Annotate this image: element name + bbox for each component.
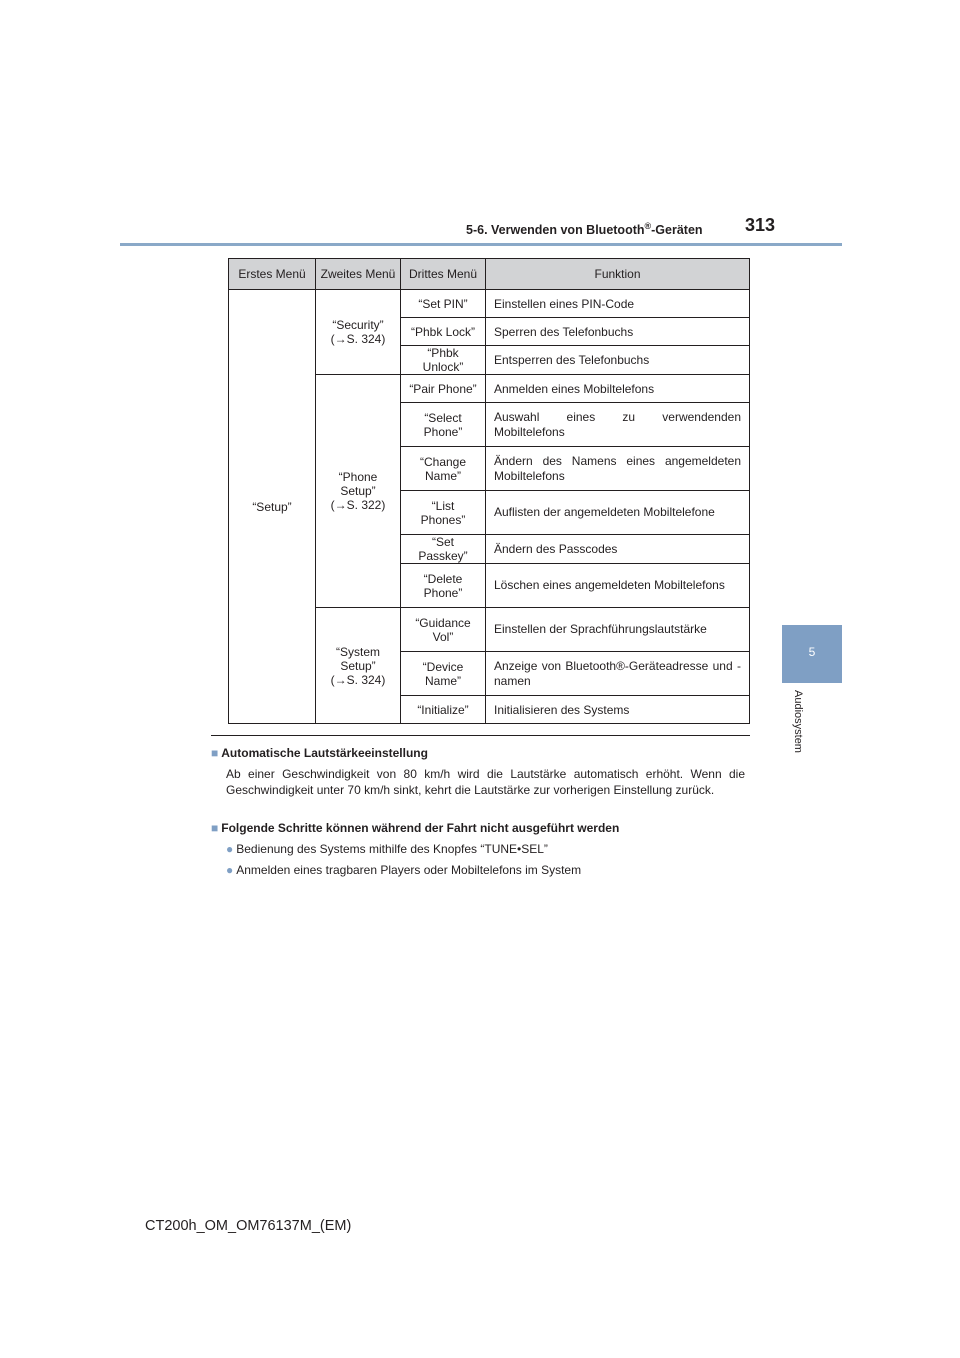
- function-cell: Löschen eines angemeldeten Mobiltelefons: [486, 564, 750, 608]
- third-menu-cell: “Phbk Lock”: [401, 318, 486, 346]
- function-cell: Auswahl eines zu verwendenden Mobiltelefons: [486, 403, 750, 447]
- list-item: ● Bedienung des Systems mithilfe des Knopfes “TUNE•SEL”: [226, 842, 548, 856]
- function-cell: Anzeige von Bluetooth®-Geräteadresse und -namen: [486, 652, 750, 696]
- section-heading: ■ Folgende Schritte können während der Fahrt nicht ausgeführt werden: [211, 821, 620, 835]
- chapter-label: Audiosystem: [792, 690, 804, 753]
- table-header-row: [229, 259, 750, 290]
- third-menu-cell: “Set Passkey”: [401, 535, 486, 564]
- circle-bullet-icon: ●: [226, 842, 234, 856]
- header-second-menu: Zweites Menü: [316, 259, 401, 290]
- function-cell: Entsperren des Telefonbuchs: [486, 346, 750, 375]
- header-first-menu: Erstes Menü: [229, 259, 316, 290]
- document-code: CT200h_OM_OM76137M_(EM): [145, 1218, 352, 1234]
- section-paragraph: Ab einer Geschwindigkeit von 80 km/h wird die Lautstärke automatisch erhöht. Wenn die Geschwindigkeit unter 70 km/h sinkt, kehrt die Lautstärke zur vorherigen Einstellung zurück.: [226, 767, 745, 797]
- header-rule: [120, 243, 842, 246]
- chapter-title: 5-6. Verwenden von Bluetooth®-Geräten: [466, 221, 703, 238]
- function-cell: Anmelden eines Mobiltelefons: [486, 375, 750, 403]
- square-bullet-icon: ■: [211, 746, 219, 760]
- third-menu-cell: “Device Name”: [401, 652, 486, 696]
- second-menu-cell: “Phone Setup” (→S. 322): [316, 375, 401, 608]
- function-cell: Sperren des Telefonbuchs: [486, 318, 750, 346]
- chapter-tab: [782, 625, 842, 683]
- third-menu-cell: “Guidance Vol”: [401, 608, 486, 652]
- third-menu-cell: “Initialize”: [401, 696, 486, 724]
- function-cell: Einstellen der Sprachführungslautstärke: [486, 608, 750, 652]
- function-cell: Ändern des Namens eines angemeldeten Mobiltelefons: [486, 447, 750, 491]
- circle-bullet-icon: ●: [226, 863, 234, 877]
- third-menu-cell: “Pair Phone”: [401, 375, 486, 403]
- third-menu-cell: “Change Name”: [401, 447, 486, 491]
- first-menu-cell: “Setup”: [229, 290, 316, 724]
- section-divider: [211, 735, 750, 736]
- header-function: Funktion: [486, 259, 750, 290]
- function-cell: Auflisten der angemeldeten Mobiltelefone: [486, 491, 750, 535]
- third-menu-cell: “List Phones”: [401, 491, 486, 535]
- second-menu-cell: “Security” (→S. 324): [316, 290, 401, 375]
- second-menu-cell: “System Setup” (→S. 324): [316, 608, 401, 724]
- chapter-number: 5: [808, 645, 816, 659]
- function-cell: Ändern des Passcodes: [486, 535, 750, 564]
- third-menu-cell: “Set PIN”: [401, 290, 486, 318]
- function-cell: Einstellen eines PIN-Code: [486, 290, 750, 318]
- table-row: [229, 290, 750, 318]
- square-bullet-icon: ■: [211, 821, 219, 835]
- third-menu-cell: “Select Phone”: [401, 403, 486, 447]
- third-menu-cell: “Phbk Unlock”: [401, 346, 486, 375]
- function-cell: Initialisieren des Systems: [486, 696, 750, 724]
- menu-table: [228, 258, 750, 724]
- page-number: 313: [745, 215, 776, 235]
- third-menu-cell: “Delete Phone”: [401, 564, 486, 608]
- list-item: ● Anmelden eines tragbaren Players oder Mobiltelefons im System: [226, 863, 582, 877]
- header-third-menu: Drittes Menü: [401, 259, 486, 290]
- section-heading: ■ Automatische Lautstärkeeinstellung: [211, 746, 428, 760]
